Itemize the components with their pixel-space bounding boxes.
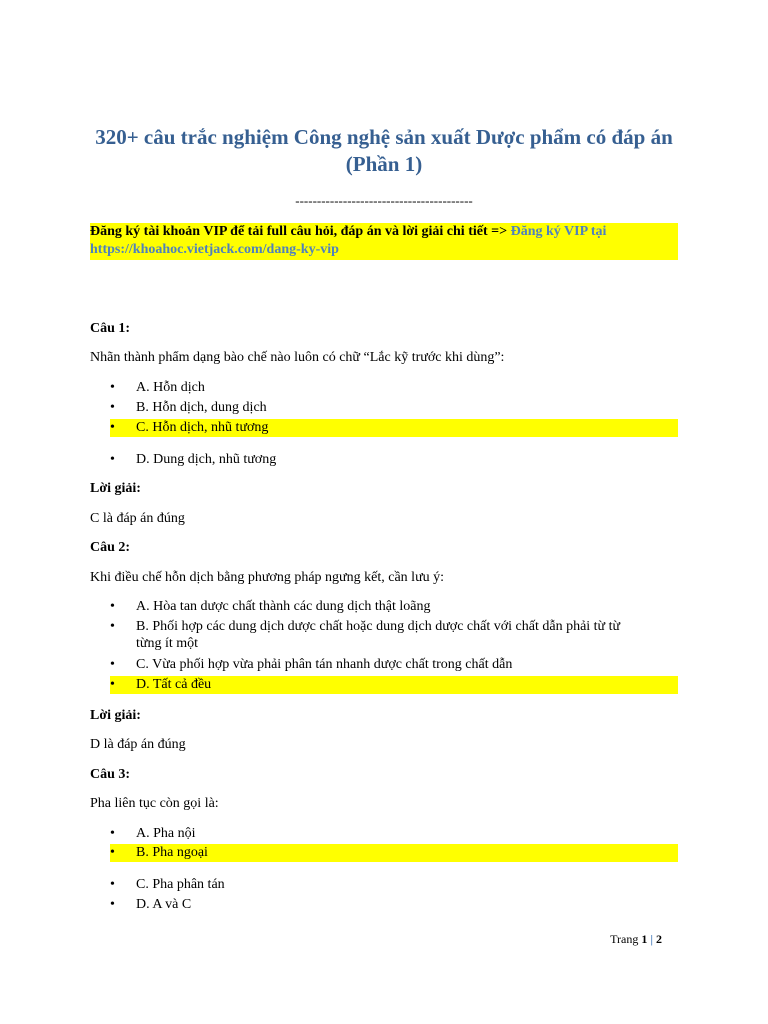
question-1-option-a <box>110 379 678 396</box>
question-3-text: Pha liên tục còn gọi là: <box>90 796 219 811</box>
bullet-icon: • <box>110 452 115 467</box>
option-text: D. A và C <box>136 897 192 912</box>
option-text: A. Hỗn dịch <box>136 380 205 395</box>
page-footer <box>610 931 662 947</box>
question-2-option-c <box>110 656 678 673</box>
bullet-icon: • <box>110 420 115 435</box>
option-text: D. Dung dịch, nhũ tương <box>136 452 277 467</box>
option-text: B. Hỗn dịch, dung dịch <box>136 400 267 415</box>
footer-total-pages: 2 <box>656 932 662 946</box>
question-2-label: Câu 2: <box>90 540 131 555</box>
question-3-option-c <box>110 876 678 893</box>
option-text: C. Pha phân tán <box>136 877 225 892</box>
question-3-label: Câu 3: <box>90 767 131 782</box>
question-3-option-a <box>110 825 678 842</box>
bullet-icon: • <box>110 657 115 672</box>
footer-prefix: Trang <box>610 932 642 946</box>
question-1-text: Nhãn thành phẩm dạng bào chế nào luôn có chữ “Lắc kỹ trước khi dùng”: <box>90 350 505 365</box>
bullet-icon: • <box>110 619 115 634</box>
option-text: A. Hòa tan dược chất thành các dung dịch thật loãng <box>136 599 431 614</box>
option-text: C. Hỗn dịch, nhũ tương <box>136 420 269 435</box>
option-text: A. Pha nội <box>136 826 196 841</box>
bullet-icon: • <box>110 877 115 892</box>
bullet-icon: • <box>110 826 115 841</box>
question-2-option-d-correct <box>110 676 678 694</box>
bullet-icon: • <box>110 845 115 860</box>
document-title: 320+ câu trắc nghiệm Công nghệ sản xuất Dược phẩm có đáp án (Phần 1) <box>95 125 673 176</box>
vip-text: Đăng ký tài khoản VIP để tải full câu hỏi, đáp án và lời giải chi tiết => <box>90 224 511 239</box>
question-2-option-a <box>110 598 678 615</box>
question-2-answer: D là đáp án đúng <box>90 737 186 752</box>
question-3-option-d <box>110 896 678 913</box>
bullet-icon: • <box>110 400 115 415</box>
divider-line: ----------------------------------------- <box>295 193 473 208</box>
bullet-icon: • <box>110 380 115 395</box>
question-2-solution-label: Lời giải: <box>90 708 141 723</box>
option-text: B. Phối hợp các dung dịch dược chất hoặc dung dịch dược chất với chất dẫn phải từ từ từng ít một <box>136 619 621 651</box>
question-3-option-b-correct <box>110 844 678 862</box>
footer-page-number: 1 <box>641 932 648 946</box>
option-text: C. Vừa phối hợp vừa phải phân tán nhanh dược chất trong chất dẫn <box>136 657 513 672</box>
question-1-label: Câu 1: <box>90 321 131 336</box>
option-text: D. Tất cả đều <box>136 677 212 692</box>
question-1-option-c-correct <box>110 419 678 437</box>
option-text: B. Pha ngoại <box>136 845 208 860</box>
question-1-option-b <box>110 399 678 416</box>
bullet-icon: • <box>110 897 115 912</box>
vip-banner <box>90 223 678 260</box>
question-1-option-d <box>110 451 678 468</box>
bullet-icon: • <box>110 677 115 692</box>
question-1-solution-label: Lời giải: <box>90 481 141 496</box>
question-2-option-b <box>110 618 678 652</box>
question-2-text: Khi điều chế hỗn dịch bằng phương pháp ngưng kết, cần lưu ý: <box>90 570 445 585</box>
question-1-answer: C là đáp án đúng <box>90 511 185 526</box>
vip-link[interactable]: Đăng ký VIP tại https://khoahoc.vietjack.com/dang-ky-vip <box>90 224 607 257</box>
bullet-icon: • <box>110 599 115 614</box>
footer-separator: | <box>647 932 656 946</box>
